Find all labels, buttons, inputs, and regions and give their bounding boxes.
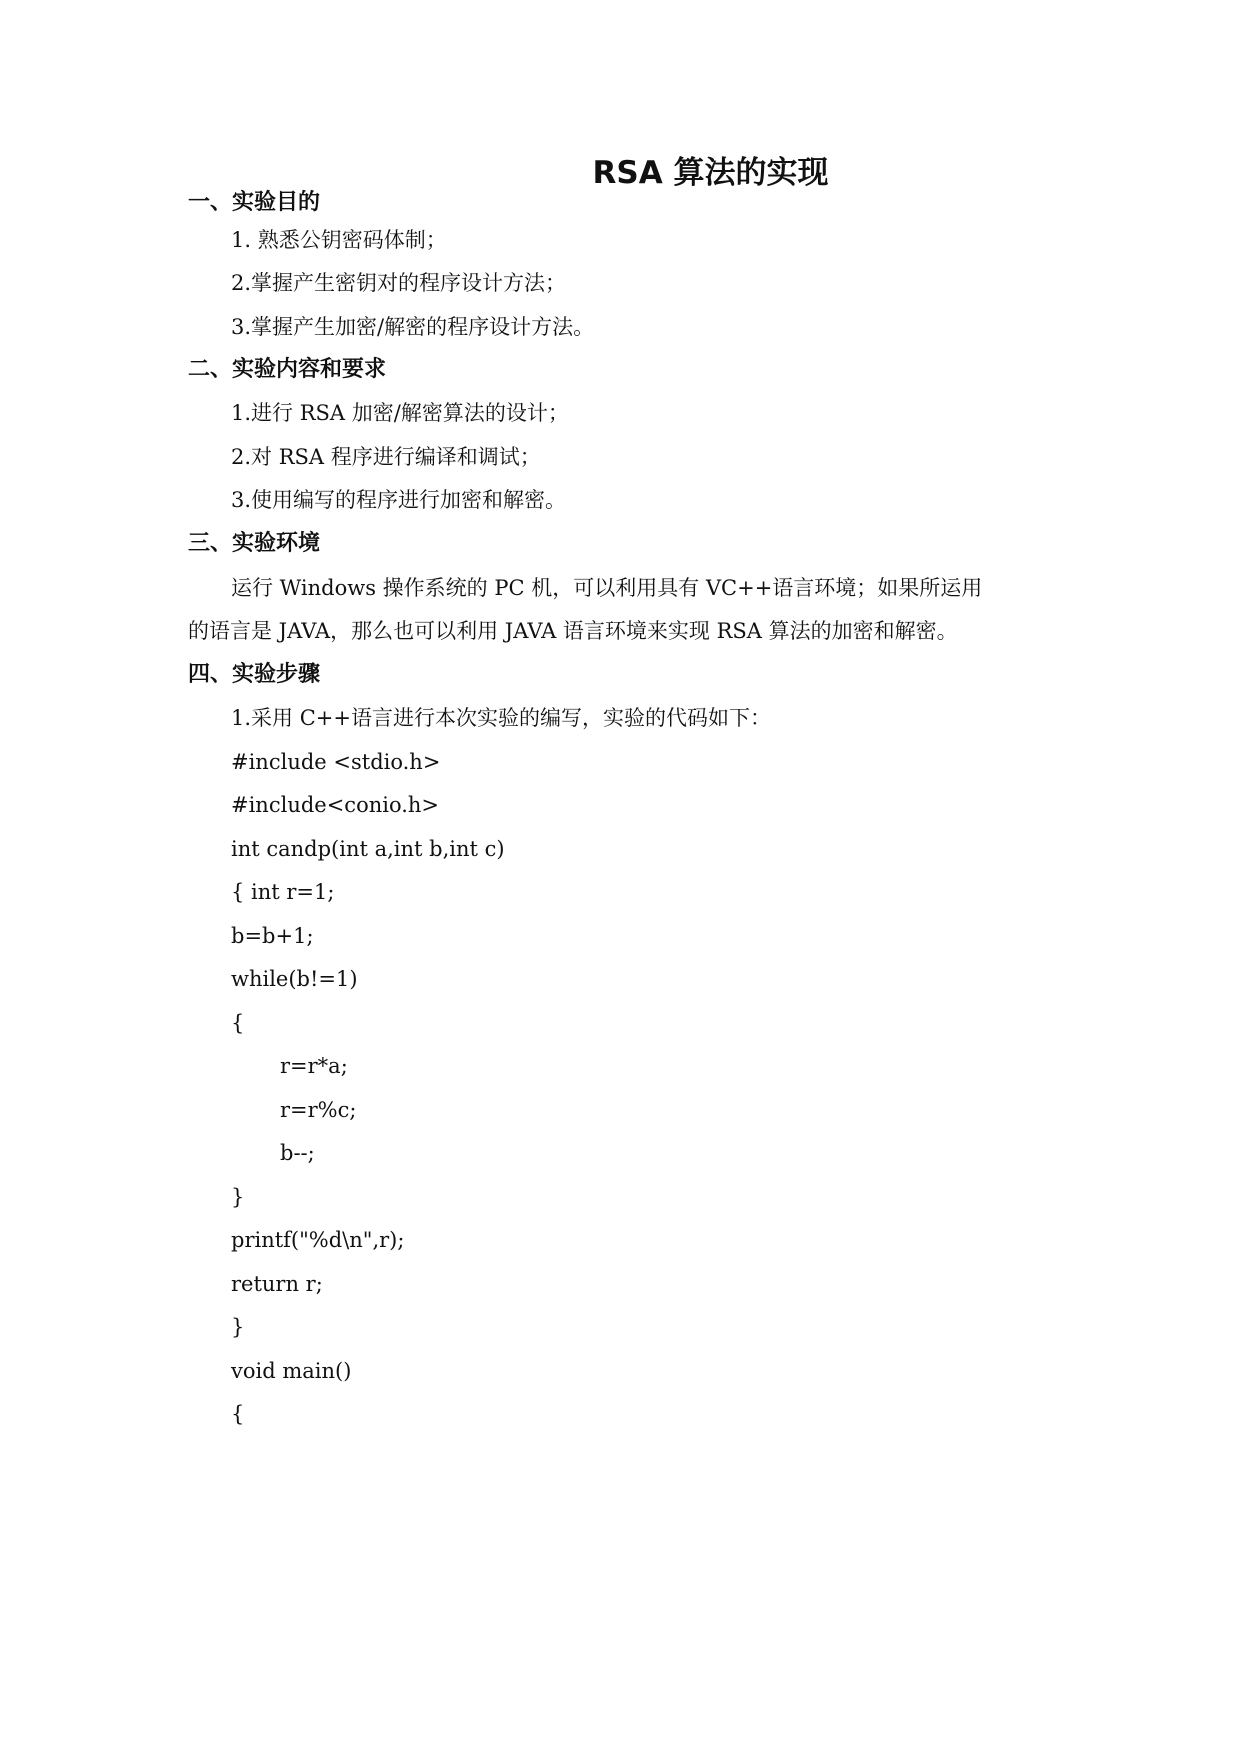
code-line: void main() (231, 1359, 352, 1383)
code-line: while(b!=1) (231, 967, 358, 991)
code-line: b--; (280, 1141, 315, 1165)
section-heading-purpose: 一、实验目的 (188, 190, 321, 215)
code-line: #include <stdio.h> (231, 750, 441, 774)
section-heading-steps: 四、实验步骤 (188, 662, 321, 687)
code-line: } (231, 1315, 245, 1339)
code-line: int candp(int a,int b,int c) (231, 837, 505, 861)
code-line: #include<conio.h> (231, 793, 440, 817)
code-line: r=r*a; (280, 1054, 348, 1078)
list-item: 1. 熟悉公钥密码体制； (231, 228, 447, 252)
section-heading-environment: 三、实验环境 (188, 531, 321, 556)
code-line: b=b+1; (231, 924, 314, 948)
list-item: 2.对 RSA 程序进行编译和调试； (231, 445, 541, 469)
document-title: RSA 算法的实现 (592, 155, 829, 191)
code-line: { (231, 1011, 245, 1035)
list-item: 3.使用编写的程序进行加密和解密。 (231, 488, 567, 512)
code-line: return r; (231, 1272, 323, 1296)
paragraph-line: 运行 Windows 操作系统的 PC 机，可以利用具有 VC++语言环境；如果所运用 (231, 576, 983, 600)
list-item: 1.进行 RSA 加密/解密算法的设计； (231, 401, 569, 425)
code-line: printf("%d\n",r); (231, 1228, 405, 1252)
code-line: { (231, 1402, 245, 1426)
section-heading-content: 二、实验内容和要求 (188, 357, 387, 382)
list-item: 2.掌握产生密钥对的程序设计方法； (231, 271, 567, 295)
code-line: r=r%c; (280, 1098, 357, 1122)
steps-intro: 1.采用 C++语言进行本次实验的编写，实验的代码如下： (231, 706, 771, 730)
list-item: 3.掌握产生加密/解密的程序设计方法。 (231, 315, 595, 339)
code-line: } (231, 1185, 245, 1209)
paragraph-line: 的语言是 JAVA，那么也可以利用 JAVA 语言环境来实现 RSA 算法的加密和解密。 (188, 619, 958, 643)
code-line: { int r=1; (231, 880, 335, 904)
